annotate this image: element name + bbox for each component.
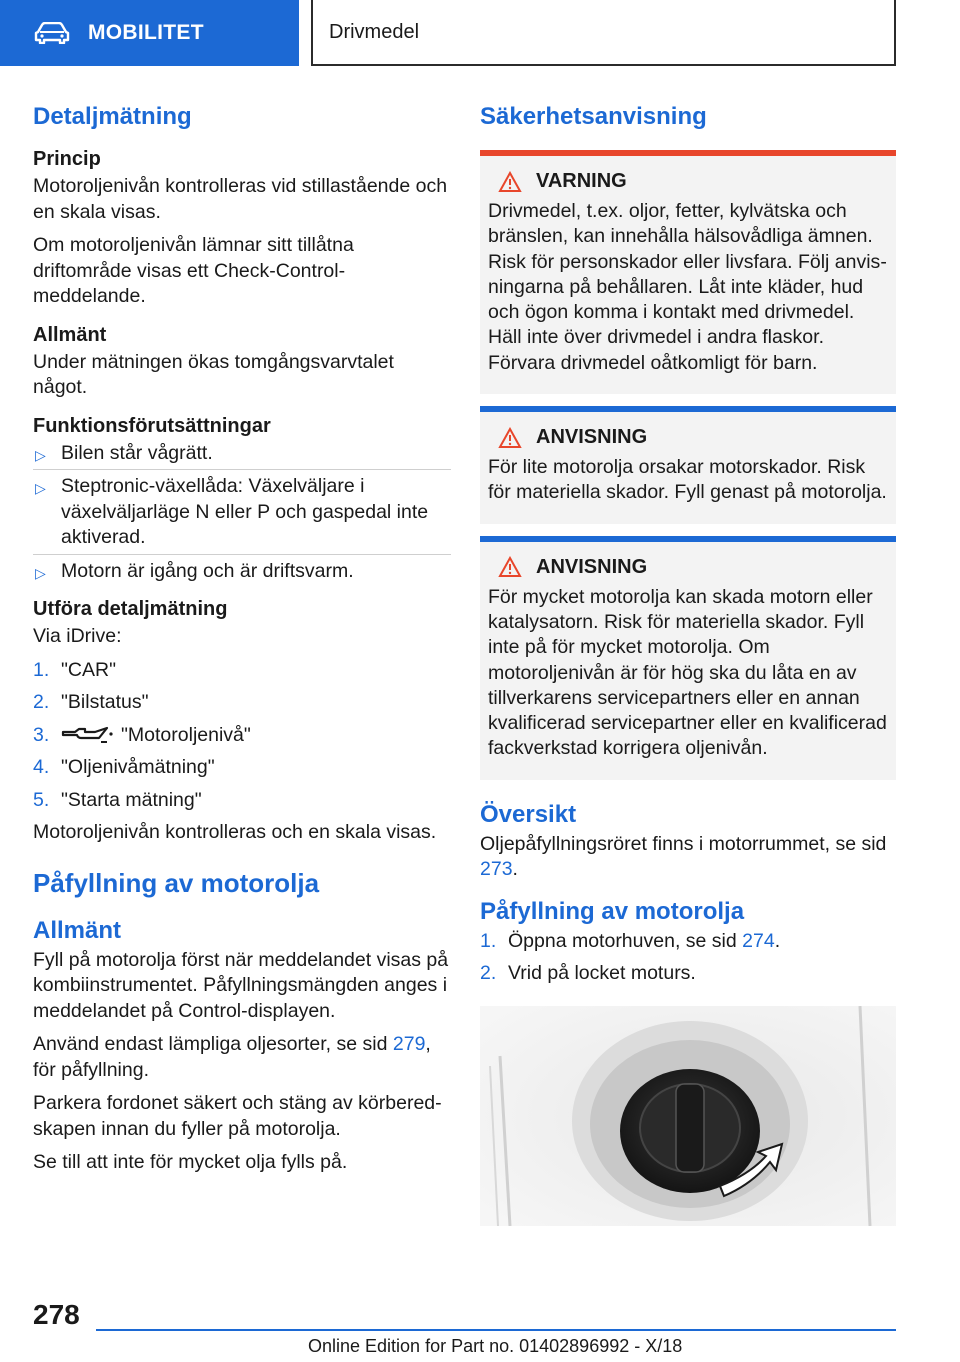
list-item: 2. Vrid på locket moturs. (480, 962, 696, 985)
list-item: ▷ Steptronic-växellåda: Växelväljare i växelväljarläge N eller P och gaspedal inte aktiverad. (33, 474, 451, 551)
right-column (480, 100, 896, 1231)
notice-label-1: ANVISNING (536, 426, 648, 449)
triangle-bullet-icon: ▷ (35, 446, 46, 463)
warning-box (480, 156, 896, 394)
page-link-279[interactable]: 279 (392, 1033, 426, 1055)
princip-heading: Princip (33, 148, 101, 170)
left-column (33, 100, 451, 1184)
section-label: MOBILITET (88, 21, 204, 44)
princip-paragraph-2: Om motoroljenivån lämnar sitt tillåtna driftområde visas ett Check-Control-meddelande. (33, 234, 354, 307)
page-header (0, 0, 960, 66)
list-item: 1. Öppna motorhuven, se sid 274. (480, 929, 781, 952)
notice-triangle-icon (498, 427, 522, 449)
pafyllning-paragraph-4: Se till att inte för mycket olja fylls på. (33, 1151, 348, 1173)
pafyllning-subtitle: Allmänt (33, 916, 122, 944)
triangle-bullet-icon: ▷ (35, 480, 46, 496)
list-item: 3. "Motoroljenivå" (33, 723, 251, 746)
allmant-paragraph: Under mätningen ökas tomgångsvarvtalet något. (33, 350, 394, 398)
notice-text-2: För mycket motorolja kan skada motorn eller katalysatorn. Risk för materiella skador. Fyll inte på för mycket motorolja. Om motoroljenivån är för hög ska du låta en av tillverkarens servicepartners eller en annan kvalificerad servicepartner eller en kvalificerad fackverkstad korrigera oljenivån. (488, 585, 887, 760)
pafyllning-title: Påfyllning av motorolja (33, 867, 320, 898)
pafyllning-paragraph-3: Parkera fordonet säkert och stäng av körberedskapen innan du fyller på motorolja. (33, 1092, 442, 1140)
notice-text-1: För lite motorolja orsakar motorskador. Risk för materiella skador. Fyll genast på motorolja. (488, 456, 887, 504)
notice-box-2 (480, 542, 896, 780)
utfora-heading: Utföra detaljmätning (33, 598, 228, 620)
footer-edition: Online Edition for Part no. 01402896992 - X/18 (308, 1336, 683, 1356)
pafyllning-paragraph-2: Använd endast lämpliga oljesorter, se sid 279, för påfyllning. (33, 1033, 431, 1081)
pafyllning-paragraph-1: Fyll på motorolja först när meddelandet visas på kombiinstrumentet. Påfyllningsmängden anges i meddelandet på Control-displayen. (33, 948, 449, 1022)
detaljmatning-title: Detaljmätning (33, 103, 192, 130)
allmant-heading: Allmänt (33, 323, 107, 346)
triangle-bullet-icon: ▷ (35, 564, 46, 581)
notice-label-2: ANVISNING (536, 555, 648, 578)
chapter-title: Drivmedel (311, 0, 896, 66)
princip-paragraph-1: Motoroljenivån kontrolleras vid stillastående och en skala visas. (33, 175, 448, 223)
utfora-steps (33, 658, 451, 814)
funktion-heading: Funktionsförutsättningar (33, 414, 271, 437)
warning-text: Drivmedel, t.ex. oljor, fetter, kylvätska och bränslen, kan innehålla hälsovådliga ämnen. Risk för personskador eller livsfara. Följ anvisningarna på behållaren. Låt inte kläder, hud och ögon komma i kontakt med drivmedel. Häll inte över drivmedel i andra flaskor. Förvara drivmedel oåtkomligt för barn. (488, 200, 887, 374)
list-item: 2. "Bilstatus" (33, 691, 149, 713)
page-link-274[interactable]: 274 (742, 929, 775, 952)
list-item: 4. "Oljenivåmätning" (33, 756, 215, 778)
oil-cap-photo (480, 1006, 896, 1226)
oil-level-icon (61, 724, 113, 746)
list-item: ▷ Motorn är igång och är driftsvarm. (33, 559, 451, 585)
warning-triangle-icon (498, 171, 522, 193)
list-item: ▷ Bilen står vågrätt. (33, 441, 451, 467)
list-item: 1. "CAR" (33, 658, 117, 681)
section-tab[interactable] (0, 0, 299, 66)
funktion-list (33, 441, 451, 585)
page-number: 278 (33, 1299, 80, 1330)
oversikt-paragraph: Oljepåfyllningsröret finns i motorrummet, se sid 273. (480, 832, 887, 881)
oversikt-title: Översikt (480, 800, 577, 828)
notice-box-1 (480, 412, 896, 524)
utfora-result: Motoroljenivån kontrolleras och en skala visas. (33, 821, 437, 843)
car-icon (34, 22, 70, 44)
notice-triangle-icon (498, 556, 522, 578)
sakerhet-title: Säkerhetsanvisning (480, 103, 707, 130)
utfora-intro: Via iDrive: (33, 625, 122, 647)
warning-label: VARNING (536, 170, 627, 192)
pafyllning-right-title: Påfyllning av motorolja (480, 897, 745, 925)
footer-divider (96, 1329, 896, 1331)
list-item: 5. "Starta mätning" (33, 788, 202, 811)
pafyllning-steps (480, 929, 896, 987)
page-link-273[interactable]: 273 (480, 858, 513, 881)
